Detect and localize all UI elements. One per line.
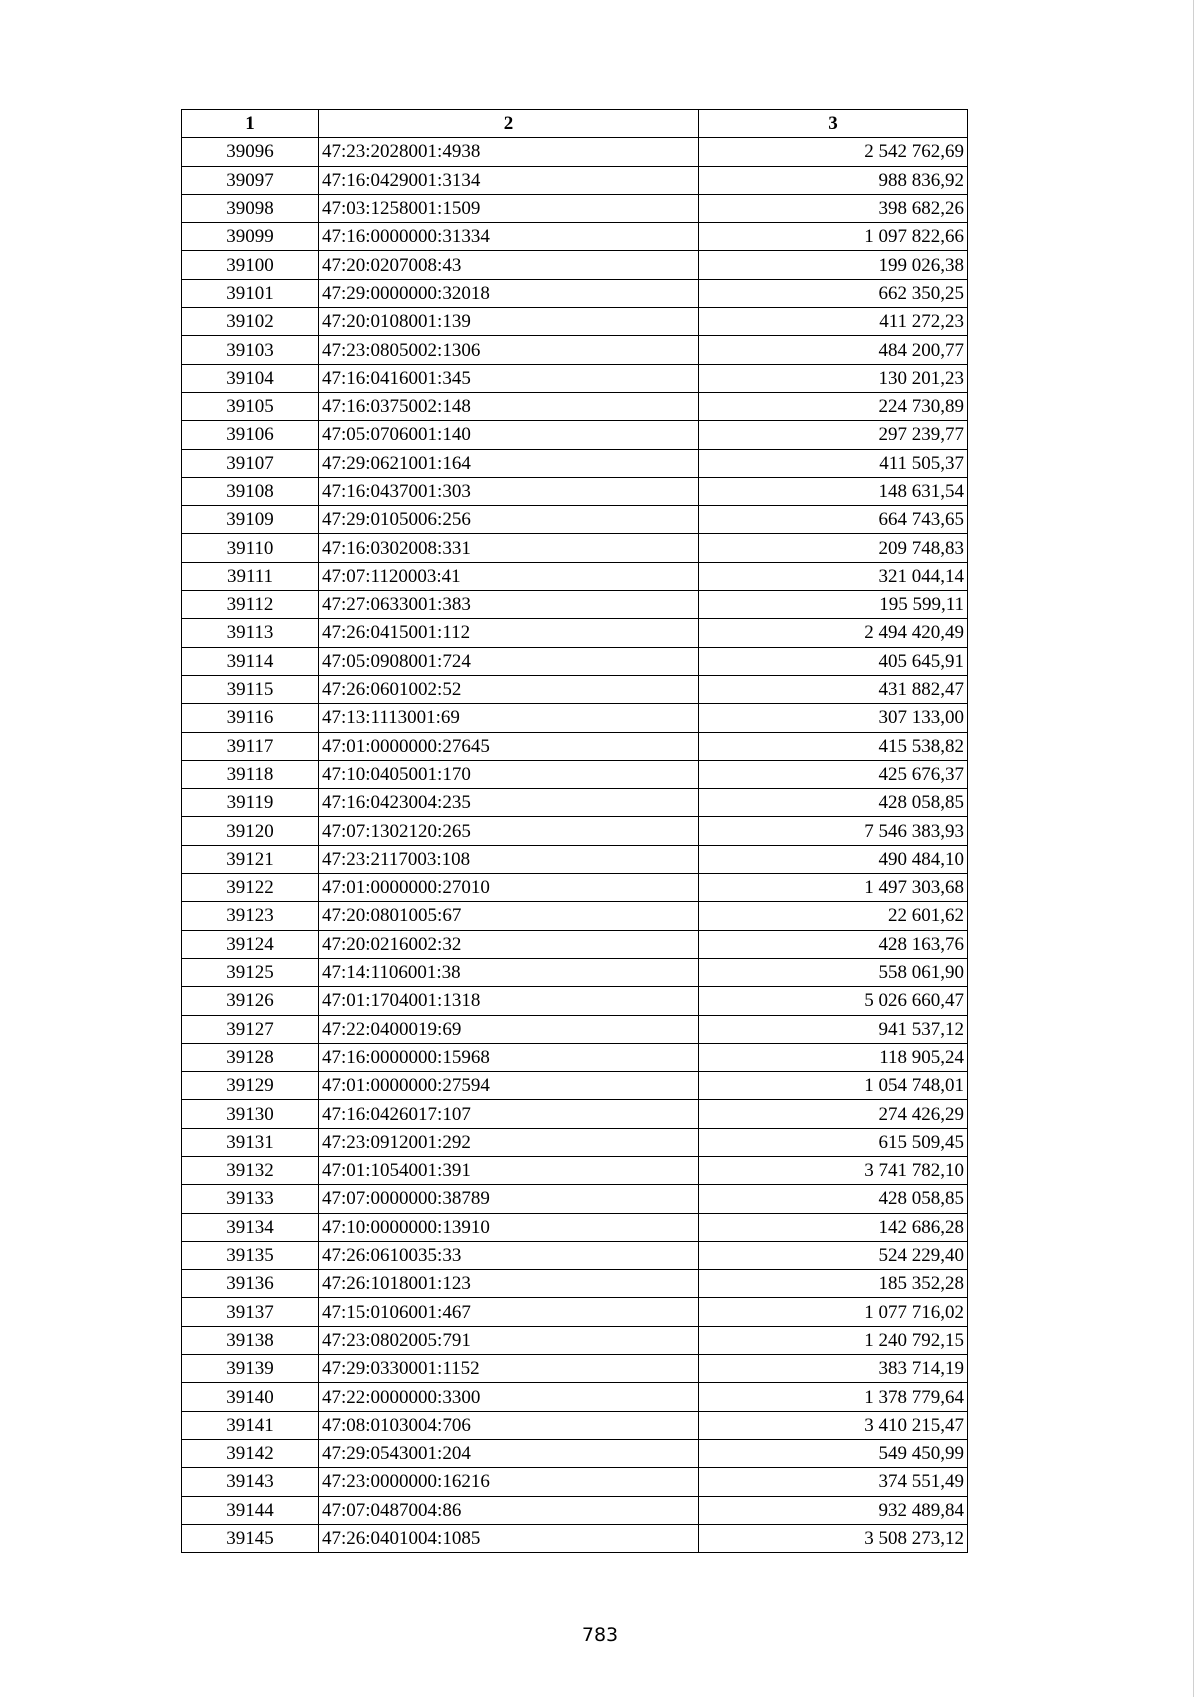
table-row — [182, 817, 968, 845]
row-number-cell: 39119 — [182, 789, 319, 817]
page-edge-line — [1193, 0, 1194, 1697]
row-number-cell: 39137 — [182, 1298, 319, 1326]
cadastral-number-cell: 47:01:0000000:27594 — [319, 1072, 699, 1100]
value-cell: 199 026,38 — [699, 251, 968, 279]
cadastral-number-cell: 47:07:0000000:38789 — [319, 1185, 699, 1213]
row-number-cell: 39139 — [182, 1355, 319, 1383]
cadastral-number-cell: 47:20:0216002:32 — [319, 930, 699, 958]
value-cell: 209 748,83 — [699, 534, 968, 562]
row-number-cell: 39114 — [182, 647, 319, 675]
cadastral-number-cell: 47:29:0000000:32018 — [319, 279, 699, 307]
table-row — [182, 477, 968, 505]
row-number-cell: 39121 — [182, 845, 319, 873]
row-number-cell: 39101 — [182, 279, 319, 307]
value-cell: 662 350,25 — [699, 279, 968, 307]
cadastral-number-cell: 47:16:0000000:31334 — [319, 223, 699, 251]
value-cell: 7 546 383,93 — [699, 817, 968, 845]
cadastral-number-cell: 47:01:0000000:27645 — [319, 732, 699, 760]
value-cell: 1 077 716,02 — [699, 1298, 968, 1326]
table-row — [182, 562, 968, 590]
row-number-cell: 39123 — [182, 902, 319, 930]
row-number-cell: 39107 — [182, 449, 319, 477]
table-body — [182, 138, 968, 1553]
row-number-cell: 39113 — [182, 619, 319, 647]
row-number-cell: 39131 — [182, 1128, 319, 1156]
value-cell: 3 741 782,10 — [699, 1156, 968, 1184]
table-row — [182, 506, 968, 534]
table-row — [182, 279, 968, 307]
value-cell: 1 097 822,66 — [699, 223, 968, 251]
table-row — [182, 958, 968, 986]
value-cell: 118 905,24 — [699, 1043, 968, 1071]
value-cell: 185 352,28 — [699, 1270, 968, 1298]
column-header-number: 1 — [182, 110, 319, 138]
table-row — [182, 704, 968, 732]
table-row — [182, 1468, 968, 1496]
cadastral-number-cell: 47:07:1302120:265 — [319, 817, 699, 845]
table-row — [182, 449, 968, 477]
row-number-cell: 39117 — [182, 732, 319, 760]
table-row — [182, 364, 968, 392]
cadastral-number-cell: 47:01:1704001:1318 — [319, 987, 699, 1015]
value-cell: 374 551,49 — [699, 1468, 968, 1496]
cadastral-number-cell: 47:26:0415001:112 — [319, 619, 699, 647]
row-number-cell: 39143 — [182, 1468, 319, 1496]
table-row — [182, 1185, 968, 1213]
cadastral-number-cell: 47:07:1120003:41 — [319, 562, 699, 590]
row-number-cell: 39136 — [182, 1270, 319, 1298]
cadastral-number-cell: 47:27:0633001:383 — [319, 591, 699, 619]
cadastral-number-cell: 47:29:0330001:1152 — [319, 1355, 699, 1383]
cadastral-number-cell: 47:05:0706001:140 — [319, 421, 699, 449]
value-cell: 1 054 748,01 — [699, 1072, 968, 1100]
cadastral-number-cell: 47:23:0912001:292 — [319, 1128, 699, 1156]
cadastral-number-cell: 47:23:0805002:1306 — [319, 336, 699, 364]
table-row — [182, 1355, 968, 1383]
value-cell: 415 538,82 — [699, 732, 968, 760]
page-number: 783 — [581, 1624, 619, 1646]
value-cell: 1 497 303,68 — [699, 874, 968, 902]
cadastral-number-cell: 47:16:0302008:331 — [319, 534, 699, 562]
cadastral-number-cell: 47:08:0103004:706 — [319, 1411, 699, 1439]
cadastral-number-cell: 47:26:0610035:33 — [319, 1241, 699, 1269]
cadastral-number-cell: 47:01:1054001:391 — [319, 1156, 699, 1184]
table-row — [182, 675, 968, 703]
value-cell: 274 426,29 — [699, 1100, 968, 1128]
value-cell: 297 239,77 — [699, 421, 968, 449]
value-cell: 941 537,12 — [699, 1015, 968, 1043]
table-row — [182, 732, 968, 760]
table-row — [182, 1383, 968, 1411]
cadastral-number-cell: 47:16:0429001:3134 — [319, 166, 699, 194]
value-cell: 405 645,91 — [699, 647, 968, 675]
row-number-cell: 39118 — [182, 760, 319, 788]
table-row — [182, 1213, 968, 1241]
row-number-cell: 39132 — [182, 1156, 319, 1184]
value-cell: 490 484,10 — [699, 845, 968, 873]
column-header-cadastral-number: 2 — [319, 110, 699, 138]
cadastral-number-cell: 47:23:0802005:791 — [319, 1326, 699, 1354]
table-row — [182, 902, 968, 930]
row-number-cell: 39109 — [182, 506, 319, 534]
table-row — [182, 591, 968, 619]
row-number-cell: 39135 — [182, 1241, 319, 1269]
table-row — [182, 138, 968, 166]
cadastral-number-cell: 47:20:0801005:67 — [319, 902, 699, 930]
value-cell: 224 730,89 — [699, 392, 968, 420]
cadastral-number-cell: 47:29:0105006:256 — [319, 506, 699, 534]
table-row — [182, 1298, 968, 1326]
cadastral-number-cell: 47:26:1018001:123 — [319, 1270, 699, 1298]
value-cell: 307 133,00 — [699, 704, 968, 732]
table-row — [182, 1100, 968, 1128]
value-cell: 524 229,40 — [699, 1241, 968, 1269]
row-number-cell: 39102 — [182, 308, 319, 336]
cadastral-number-cell: 47:29:0543001:204 — [319, 1439, 699, 1467]
table-row — [182, 845, 968, 873]
value-cell: 195 599,11 — [699, 591, 968, 619]
cadastral-number-cell: 47:16:0000000:15968 — [319, 1043, 699, 1071]
row-number-cell: 39128 — [182, 1043, 319, 1071]
table-row — [182, 1270, 968, 1298]
row-number-cell: 39126 — [182, 987, 319, 1015]
table-row — [182, 1524, 968, 1552]
table-row — [182, 421, 968, 449]
table-row — [182, 1072, 968, 1100]
row-number-cell: 39133 — [182, 1185, 319, 1213]
value-cell: 2 494 420,49 — [699, 619, 968, 647]
value-cell: 383 714,19 — [699, 1355, 968, 1383]
value-cell: 148 631,54 — [699, 477, 968, 505]
cadastral-number-cell: 47:03:1258001:1509 — [319, 194, 699, 222]
value-cell: 558 061,90 — [699, 958, 968, 986]
value-cell: 1 378 779,64 — [699, 1383, 968, 1411]
table-row — [182, 1439, 968, 1467]
cadastral-number-cell: 47:10:0000000:13910 — [319, 1213, 699, 1241]
value-cell: 398 682,26 — [699, 194, 968, 222]
cadastral-number-cell: 47:20:0207008:43 — [319, 251, 699, 279]
value-cell: 142 686,28 — [699, 1213, 968, 1241]
row-number-cell: 39110 — [182, 534, 319, 562]
row-number-cell: 39112 — [182, 591, 319, 619]
row-number-cell: 39103 — [182, 336, 319, 364]
row-number-cell: 39115 — [182, 675, 319, 703]
cadastral-number-cell: 47:26:0601002:52 — [319, 675, 699, 703]
table-row — [182, 1326, 968, 1354]
value-cell: 2 542 762,69 — [699, 138, 968, 166]
table-row — [182, 647, 968, 675]
row-number-cell: 39134 — [182, 1213, 319, 1241]
row-number-cell: 39120 — [182, 817, 319, 845]
cadastral-number-cell: 47:07:0487004:86 — [319, 1496, 699, 1524]
row-number-cell: 39108 — [182, 477, 319, 505]
row-number-cell: 39106 — [182, 421, 319, 449]
row-number-cell: 39111 — [182, 562, 319, 590]
value-cell: 428 163,76 — [699, 930, 968, 958]
value-cell: 1 240 792,15 — [699, 1326, 968, 1354]
row-number-cell: 39124 — [182, 930, 319, 958]
row-number-cell: 39141 — [182, 1411, 319, 1439]
column-header-value: 3 — [699, 110, 968, 138]
cadastral-number-cell: 47:16:0375002:148 — [319, 392, 699, 420]
value-cell: 549 450,99 — [699, 1439, 968, 1467]
cadastral-number-cell: 47:15:0106001:467 — [319, 1298, 699, 1326]
table-row — [182, 930, 968, 958]
table-header-row — [182, 110, 968, 138]
cadastral-number-cell: 47:01:0000000:27010 — [319, 874, 699, 902]
table-row — [182, 1411, 968, 1439]
cadastral-number-cell: 47:13:1113001:69 — [319, 704, 699, 732]
row-number-cell: 39129 — [182, 1072, 319, 1100]
row-number-cell: 39140 — [182, 1383, 319, 1411]
table-row — [182, 534, 968, 562]
cadastral-number-cell: 47:23:0000000:16216 — [319, 1468, 699, 1496]
cadastral-number-cell: 47:14:1106001:38 — [319, 958, 699, 986]
value-cell: 3 410 215,47 — [699, 1411, 968, 1439]
cadastral-number-cell: 47:16:0423004:235 — [319, 789, 699, 817]
cadastral-number-cell: 47:22:0000000:3300 — [319, 1383, 699, 1411]
value-cell: 664 743,65 — [699, 506, 968, 534]
value-cell: 22 601,62 — [699, 902, 968, 930]
value-cell: 130 201,23 — [699, 364, 968, 392]
row-number-cell: 39116 — [182, 704, 319, 732]
value-cell: 5 026 660,47 — [699, 987, 968, 1015]
table-row — [182, 1241, 968, 1269]
table-row — [182, 1128, 968, 1156]
cadastral-value-table — [181, 109, 968, 1553]
value-cell: 411 505,37 — [699, 449, 968, 477]
table-row — [182, 336, 968, 364]
cadastral-number-cell: 47:16:0437001:303 — [319, 477, 699, 505]
row-number-cell: 39100 — [182, 251, 319, 279]
row-number-cell: 39144 — [182, 1496, 319, 1524]
value-cell: 3 508 273,12 — [699, 1524, 968, 1552]
table-row — [182, 789, 968, 817]
table-row — [182, 194, 968, 222]
cadastral-number-cell: 47:16:0416001:345 — [319, 364, 699, 392]
table-row — [182, 223, 968, 251]
table-row — [182, 1496, 968, 1524]
row-number-cell: 39097 — [182, 166, 319, 194]
row-number-cell: 39125 — [182, 958, 319, 986]
cadastral-number-cell: 47:16:0426017:107 — [319, 1100, 699, 1128]
cadastral-number-cell: 47:20:0108001:139 — [319, 308, 699, 336]
value-cell: 431 882,47 — [699, 675, 968, 703]
row-number-cell: 39145 — [182, 1524, 319, 1552]
cadastral-number-cell: 47:26:0401004:1085 — [319, 1524, 699, 1552]
row-number-cell: 39099 — [182, 223, 319, 251]
cadastral-number-cell: 47:23:2117003:108 — [319, 845, 699, 873]
table-row — [182, 987, 968, 1015]
row-number-cell: 39105 — [182, 392, 319, 420]
table-row — [182, 619, 968, 647]
row-number-cell: 39127 — [182, 1015, 319, 1043]
value-cell: 615 509,45 — [699, 1128, 968, 1156]
value-cell: 428 058,85 — [699, 789, 968, 817]
table-row — [182, 1043, 968, 1071]
row-number-cell: 39142 — [182, 1439, 319, 1467]
table-row — [182, 874, 968, 902]
table-row — [182, 1156, 968, 1184]
row-number-cell: 39122 — [182, 874, 319, 902]
cadastral-number-cell: 47:10:0405001:170 — [319, 760, 699, 788]
cadastral-number-cell: 47:05:0908001:724 — [319, 647, 699, 675]
value-cell: 321 044,14 — [699, 562, 968, 590]
cadastral-number-cell: 47:22:0400019:69 — [319, 1015, 699, 1043]
value-cell: 428 058,85 — [699, 1185, 968, 1213]
table-row — [182, 308, 968, 336]
table-row — [182, 392, 968, 420]
cadastral-number-cell: 47:23:2028001:4938 — [319, 138, 699, 166]
table-row — [182, 760, 968, 788]
table-row — [182, 251, 968, 279]
row-number-cell: 39138 — [182, 1326, 319, 1354]
row-number-cell: 39130 — [182, 1100, 319, 1128]
value-cell: 932 489,84 — [699, 1496, 968, 1524]
value-cell: 411 272,23 — [699, 308, 968, 336]
value-cell: 425 676,37 — [699, 760, 968, 788]
value-cell: 988 836,92 — [699, 166, 968, 194]
row-number-cell: 39098 — [182, 194, 319, 222]
table-row — [182, 1015, 968, 1043]
cadastral-number-cell: 47:29:0621001:164 — [319, 449, 699, 477]
value-cell: 484 200,77 — [699, 336, 968, 364]
row-number-cell: 39104 — [182, 364, 319, 392]
table-row — [182, 166, 968, 194]
row-number-cell: 39096 — [182, 138, 319, 166]
